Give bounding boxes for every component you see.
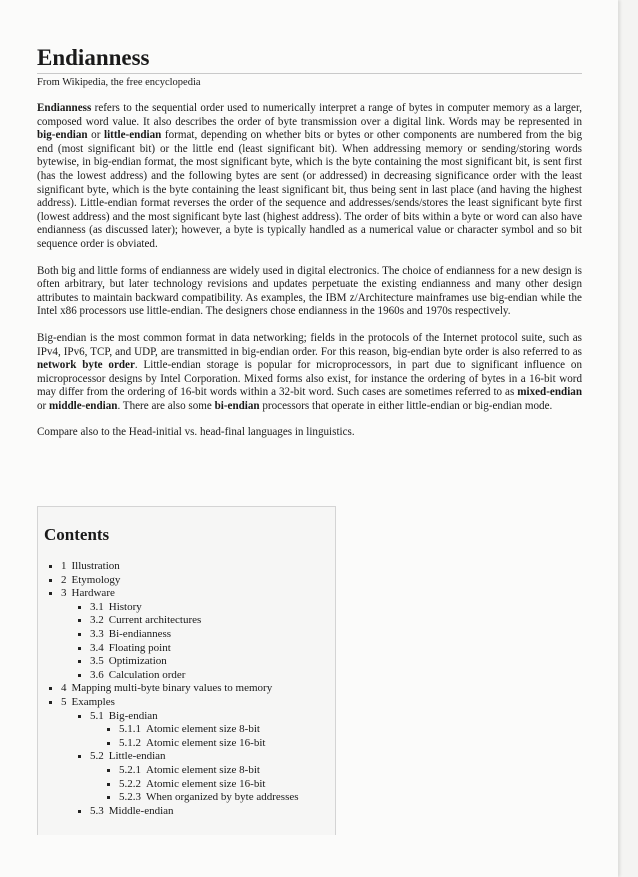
toc-number: 5.1 (90, 709, 104, 722)
toc-number: 5.2.1 (119, 763, 141, 776)
toc-number: 5.1.2 (119, 736, 141, 749)
toc-number: 3.2 (90, 614, 104, 627)
toc-label: Illustration (71, 560, 120, 572)
toc-item-3-6[interactable] (90, 669, 341, 683)
toc-number: 3.5 (90, 655, 104, 668)
paragraph-networking: Big-endian is the most common format in data networking; fields in the protocols of the Internet protocol suite, such as IPv4, IPv6, TCP, and UDP, are transmitted in big-endian order. For this reason, big-endian byte order is also referred to as network byte order. Little-endian storage is popular for microprocessors, in part due to significant influence on microprocessor designs by Intel Corporation. Mixed forms also exist, for instance the ordering of bytes in a 16-bit word may differ from the ordering of 16-bit words within a 32-bit word. Such cases are sometimes referred to as mixed-endian or middle-endian. There are also some bi-endian processors that operate in either little-endian or big-endian mode. (37, 331, 583, 412)
toc-number: 5.2.2 (119, 777, 141, 790)
toc-item-1[interactable] (61, 560, 341, 574)
toc-number: 3.6 (90, 668, 104, 681)
bold-term: middle-endian (49, 399, 118, 412)
toc-item-3-5[interactable] (90, 655, 341, 669)
toc-label: Bi-endianness (108, 627, 172, 640)
toc-sublist (61, 710, 341, 819)
toc-number: 1 (61, 560, 67, 572)
page-tagline: From Wikipedia, the free encyclopedia (37, 77, 201, 88)
toc-sublist (61, 601, 341, 683)
bold-term: Endianness (37, 102, 92, 114)
bold-term: big-endian (37, 129, 88, 142)
toc-number: 3.4 (90, 641, 104, 654)
toc-label: When organized by byte addresses (146, 791, 299, 804)
table-of-contents (37, 506, 336, 835)
intro-paragraph: Endianness refers to the sequential order used to numerically interpret a range of bytes in computer memory as a larger, composed word value. It also describes the order of byte transmission over a digital link. Words may be represented in big-endian or little-endian format, depending on whether bits or bytes or other components are numbered from the big end (most significant bit) or the little end (least significant bit). When addressing memory or sending/storing words bytewise, in big-endian format, the most significant byte, which is the byte containing the most significant bit, is sent first (has the lowest address) and the following bytes are sent (or addressed) in decreasing significance order with the least significant byte, which is the byte containing the least significant bit, thus being sent in last place (and having the highest address). Little-endian format reverses the order of the sequence and addresses/sends/stores the least significant byte first (lowest address) and the most significant byte last (highest address). The order of bits within a byte or word can also have endianness (as discussed later); however, a byte is typically handled as a numerical value or character symbol and so bit sequence order is obviated. (37, 102, 582, 250)
toc-item-3-4[interactable] (90, 642, 341, 656)
toc-label: Atomic element size 8-bit (146, 723, 260, 736)
toc-number: 5.2 (90, 750, 104, 763)
toc-item-5-2[interactable] (90, 750, 341, 804)
toc-label: Mapping multi-byte binary values to memory (71, 682, 273, 695)
toc-item-3-2[interactable] (90, 614, 341, 628)
toc-number: 3.3 (90, 627, 104, 640)
toc-title: Contents (44, 525, 110, 544)
toc-label: Floating point (108, 641, 171, 654)
toc-list (61, 560, 341, 818)
toc-item-3-3[interactable] (90, 628, 341, 642)
toc-item-5[interactable] (61, 696, 341, 818)
toc-label: Examples (71, 695, 115, 708)
toc-item-5-2-3[interactable] (119, 791, 341, 805)
toc-label: Atomic element size 8-bit (146, 763, 260, 776)
bold-term: little-endian (103, 129, 162, 142)
toc-item-5-1-2[interactable] (119, 737, 341, 751)
toc-item-5-2-1[interactable] (119, 764, 341, 778)
toc-label: Etymology (71, 573, 121, 586)
toc-item-5-2-2[interactable] (119, 778, 341, 792)
toc-item-5-1[interactable] (90, 710, 341, 751)
toc-item-4[interactable] (61, 682, 341, 696)
bold-term: mixed-endian (517, 386, 582, 399)
toc-item-5-3[interactable] (90, 805, 341, 819)
paragraph-compare: Compare also to the Head-initial vs. head-final languages in linguistics. (37, 426, 355, 439)
toc-number: 3.1 (90, 600, 104, 613)
toc-number: 5 (61, 695, 67, 708)
toc-label: Calculation order (108, 668, 186, 681)
toc-item-2[interactable] (61, 574, 341, 588)
toc-label: History (108, 600, 142, 613)
toc-number: 2 (61, 573, 67, 586)
toc-label: Atomic element size 16-bit (146, 736, 266, 749)
toc-number: 5.3 (90, 804, 104, 817)
bold-term: network byte order (37, 359, 135, 372)
toc-sublist (90, 764, 341, 805)
toc-number: 5.2.3 (119, 791, 141, 804)
article-body (37, 44, 582, 440)
toc-label: Hardware (71, 587, 115, 600)
toc-number: 4 (61, 682, 67, 695)
page-title: Endianness (37, 44, 582, 74)
bold-term: bi-endian (214, 399, 260, 412)
toc-item-5-1-1[interactable] (119, 723, 341, 737)
toc-label: Middle-endian (108, 804, 174, 817)
toc-sublist (90, 723, 341, 750)
toc-item-3[interactable] (61, 587, 341, 682)
toc-label: Current architectures (108, 614, 202, 627)
toc-label: Optimization (108, 655, 167, 668)
toc-label: Little-endian (108, 750, 166, 763)
toc-item-3-1[interactable] (90, 601, 341, 615)
toc-number: 3 (61, 587, 67, 600)
toc-label: Atomic element size 16-bit (146, 777, 266, 790)
paragraph-usage: Both big and little forms of endianness are widely used in digital electronics. The choice of endianness for a new design is often arbitrary, but later technology revisions and updates perpetuate the existing endianness and many other design attributes to maintain backward compatibility. As examples, the IBM z/Architecture mainframes use big-endian while the Intel x86 processors use little-endian. The designers chose endianness in the 1960s and 1970s respectively. (37, 264, 582, 318)
toc-label: Big-endian (108, 709, 158, 722)
toc-number: 5.1.1 (119, 723, 141, 736)
